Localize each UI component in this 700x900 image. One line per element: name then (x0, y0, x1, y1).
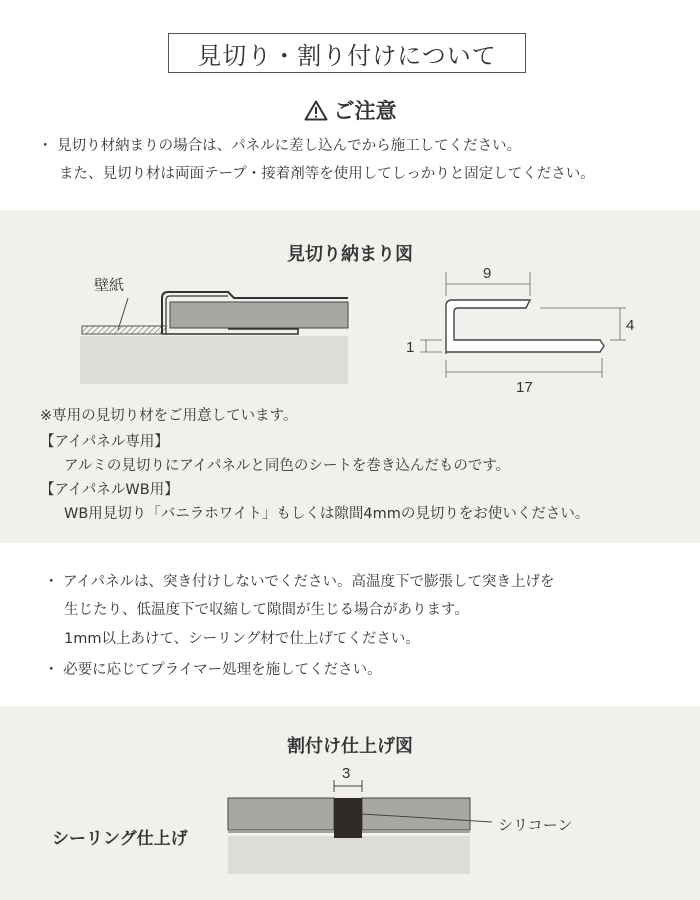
warning-icon (304, 100, 328, 121)
trim-note: ※専用の見切り材をご用意しています。 (40, 408, 298, 424)
wb-text: WB用見切り「バニラホワイト」もしくは隙間4mmの見切りをお使いください。 (64, 506, 590, 522)
silicone-label: シリコーン (498, 816, 573, 834)
trim-cross-section-diagram (78, 268, 350, 388)
wb-heading: 【アイパネルWB用】 (40, 482, 179, 498)
note-1-line-2: 生じたり、低温度下で収縮して隙間が生じる場合があります。 (64, 602, 469, 618)
note-2: ・ 必要に応じてプライマー処理を施してください。 (44, 662, 382, 678)
silicone-sealant (334, 798, 362, 838)
caution-line-1: ・ 見切り材納まりの場合は、パネルに差し込んでから施工してください。 (38, 138, 522, 154)
trim-dimension-diagram (400, 260, 650, 400)
dim-bottom: 17 (516, 379, 533, 396)
sealing-joint-diagram (220, 758, 600, 880)
caution-heading (0, 95, 700, 125)
trim-section-title: 見切り納まり図 (287, 244, 413, 265)
dim-top: 9 (483, 265, 492, 282)
note-1-line-1: ・ アイパネルは、突き付けしないでください。高温度下で膨張して突き上げを (44, 574, 555, 590)
substrate-block (228, 836, 470, 874)
panel-right (362, 798, 470, 830)
dim-left: 1 (406, 339, 415, 356)
aipanel-text: アルミの見切りにアイパネルと同色のシートを巻き込んだものです。 (64, 458, 511, 474)
wallpaper-label: 壁紙 (94, 276, 125, 294)
dim-right: 4 (626, 317, 635, 334)
layout-section-title: 割付け仕上げ図 (287, 736, 413, 757)
aipanel-heading: 【アイパネル専用】 (40, 434, 169, 450)
page-title: 見切り・割り付けについて (168, 33, 526, 73)
gap-dimension: 3 (342, 765, 351, 782)
note-1-line-3: 1mm以上あけて、シーリング材で仕上げてください。 (64, 631, 420, 647)
caution-heading-text: ご注意 (333, 99, 397, 123)
wallpaper-layer (82, 326, 166, 334)
sealing-finish-label: シーリング仕上げ (52, 829, 188, 849)
panel-left (228, 798, 334, 830)
caution-line-2: また、見切り材は両面テープ・接着剤等を使用してしっかりと固定してください。 (59, 166, 595, 182)
substrate-block (80, 336, 348, 384)
panel-board (170, 302, 348, 328)
